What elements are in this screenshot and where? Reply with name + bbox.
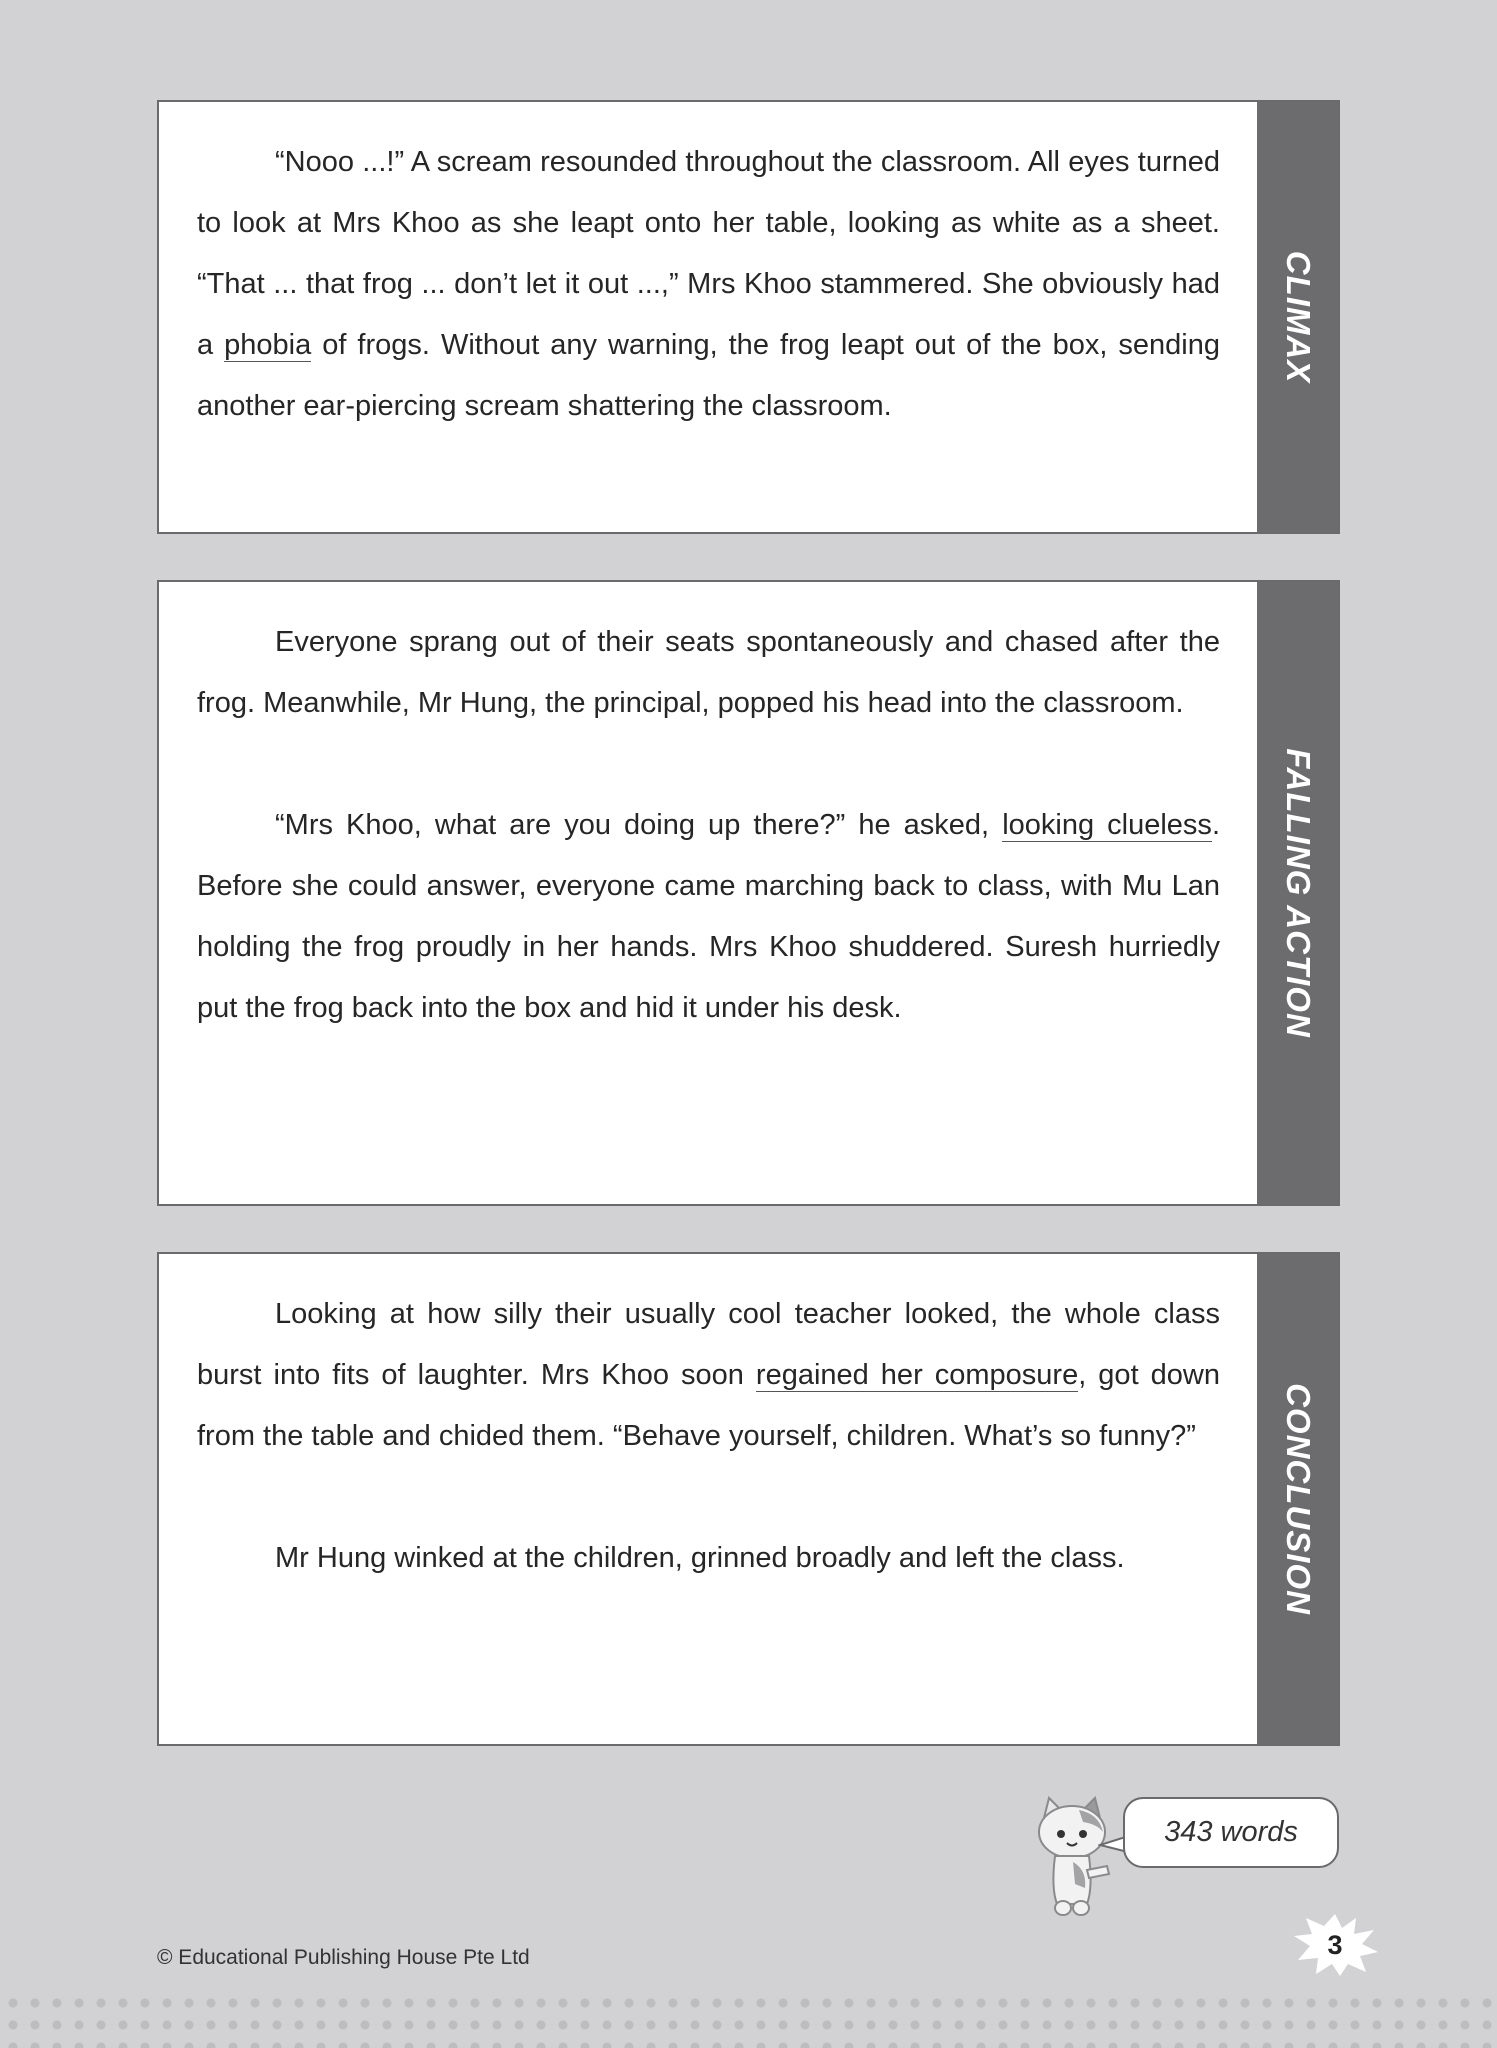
climax-text [197, 132, 1220, 437]
dotted-footer-pattern [0, 1988, 1497, 2048]
climax-label: CLIMAX [1279, 250, 1317, 384]
falling-action-section [157, 580, 1340, 1206]
conclusion-paragraph-1: Looking at how silly their usually cool teacher looked, the whole class burst into fits of laughter. Mrs Khoo soon regained her composure, got down from the table and chided them. “Behave yourself, children. What’s so funny?” [197, 1298, 1220, 1452]
climax-paragraph-1: “Nooo ...!” A scream resounded throughout the classroom. All eyes turned to look at Mrs Khoo as she leapt onto her table, looking as white as a sheet. “That ... that frog ... don’t let it out ...,” Mrs Khoo stammered. She obviously had a phobia of frogs. Without any warning, the frog leapt out of the box, sending another ear-piercing scream shattering the classroom. [197, 146, 1221, 422]
word-count-bubble [1123, 1797, 1339, 1868]
conclusion-text [197, 1284, 1220, 1589]
falling-action-text [197, 612, 1220, 1039]
word-count: 343 words [1164, 1816, 1298, 1848]
conclusion-label: CONCLUSION [1279, 1383, 1317, 1615]
falling-action-paragraph-2: “Mrs Khoo, what are you doing up there?” he asked, looking clueless. Before she could answer, everyone came marching back to class, with Mu Lan holding the frog proudly in her hands. Mrs Khoo shuddered. Suresh hurriedly put the frog back into the box and hid it under his desk. [197, 809, 1220, 1024]
conclusion-paragraph-2: Mr Hung winked at the children, grinned broadly and left the class. [275, 1542, 1125, 1574]
conclusion-section [157, 1252, 1340, 1746]
conclusion-tab [1257, 1254, 1338, 1744]
page-number: 3 [1327, 1929, 1343, 1960]
falling-action-paragraph-1: Everyone sprang out of their seats spontaneously and chased after the frog. Meanwhile, Mr Hung, the principal, popped his head into the classroom. [197, 626, 1220, 719]
falling-action-label: FALLING ACTION [1279, 748, 1317, 1038]
falling-action-tab [1257, 582, 1338, 1204]
climax-tab [1257, 102, 1338, 532]
cat-mascot-icon [1027, 1792, 1117, 1922]
climax-section [157, 100, 1340, 534]
copyright-notice: © Educational Publishing House Pte Ltd [157, 1946, 530, 1969]
